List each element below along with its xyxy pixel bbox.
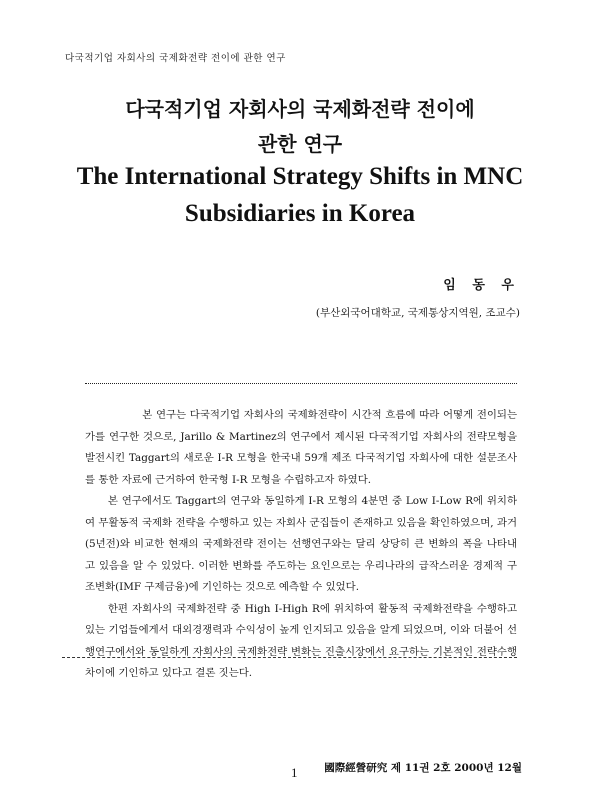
abstract-bottom-divider xyxy=(62,657,517,658)
abstract-paragraph-3: 한편 자회사의 국제화전략 중 High I-High R에 위치하여 활동적 국제화전략을 수행하고 있는 기업들에게서 대외경쟁력과 수익성이 높게 인지되고 있음을 알게 되었으며, 이와 더불어 선행연구에서와 동일하게 자회사의 국제화전략 변화는 진출시장에서 요구하는 기본적인 전략수행 차이에 기인하고 있다고 결론 짓는다. xyxy=(85,602,517,679)
abstract xyxy=(85,405,517,685)
english-title-line-1: The International Strategy Shifts in MNC xyxy=(76,163,524,190)
abstract-paragraph-2: 본 연구에서도 Taggart의 연구와 동일하게 I-R 모형의 4분면 중 Low I-Low R에 위치하여 무활동적 국제화 전략을 수행하고 있는 자회사 군집들이 존재하고 있음을 확인하였으며, 과거(5년전)와 비교한 현재의 국제화전략 전이는 선행연구와는 달리 상당히 큰 변화의 폭을 나타내고 있음을 알 수 있었다. 이러한 변화를 주도하는 요인으로는 우리나라의 급작스러운 경제적 구조변화(IMF 구제금융)에 기인하는 것으로 예측할 수 있었다. xyxy=(85,495,517,593)
korean-title-line-2: 관한 연구 xyxy=(257,132,343,156)
english-title-line-2: Subsidiaries in Korea xyxy=(184,200,416,227)
korean-title-line-1: 다국적기업 자회사의 국제화전략 전이에 xyxy=(125,97,475,121)
page-number: 1 xyxy=(291,765,298,780)
abstract-top-divider xyxy=(85,383,517,384)
abstract-paragraph-1: 본 연구는 다국적기업 자회사의 국제화전략이 시간적 흐름에 따라 어떻게 전이되는가를 연구한 것으로, Jarillo & Martinez의 연구에서 제시된 다국적기업 자회사의 전략모형을 발전시킨 Taggart의 새로운 I-R 모형을 한국내 59개 제조 다국적기업 자회사에 대한 설문조사를 통한 자료에 근거하여 한국형 I-R 모형을 수립하고자 하였다. xyxy=(85,409,517,486)
author-name: 임 동 우 xyxy=(443,278,520,293)
journal-citation: 國際經營研究 제 11권 2호 2000년 12월 xyxy=(324,762,522,774)
running-head: 다국적기업 자회사의 국제화전략 전이에 관한 연구 xyxy=(65,53,286,64)
author-affiliation: (부산외국어대학교, 국제통상지역원, 조교수) xyxy=(315,307,520,319)
